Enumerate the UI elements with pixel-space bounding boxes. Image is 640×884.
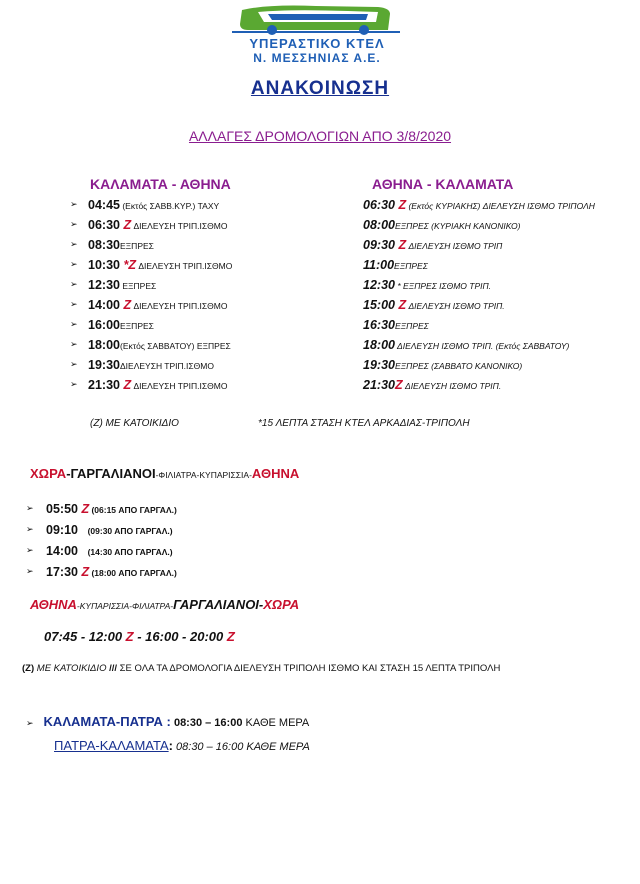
arrow-bullet-icon: ➢ bbox=[26, 545, 34, 555]
logo-line2: Ν. ΜΕΣΣΗΝΙΑΣ Α.Ε. bbox=[253, 51, 381, 65]
arrow-bullet-icon: ➢ bbox=[70, 299, 78, 309]
arrow-bullet-icon: ➢ bbox=[70, 259, 78, 269]
list-item: ➢ 19:30ΔΙΕΛΕΥΣΗ ΤΡΙΠ.ΙΣΘΜΟ bbox=[70, 358, 214, 372]
route-athina-hora-header: ΑΘΗΝΑ-ΚΥΠΑΡΙΣΣΙΑ-ΦΙΛΙΑΤΡΑ-ΓΑΡΓΑΛΙΑΝΟΙ-ΧΩΡΑ bbox=[30, 597, 300, 612]
list-item: 18:00 ΔΙΕΛΕΥΣΗ ΙΣΘΜΟ ΤΡΙΠ. (Εκτός ΣΑΒΒΑΤΟΥ) bbox=[363, 338, 570, 352]
list-item: ➢ 06:30 Z ΔΙΕΛΕΥΣΗ ΤΡΙΠ.ΙΣΘΜΟ bbox=[70, 218, 228, 232]
list-item: ➢ 14:00 (14:30 ΑΠΟ ΓΑΡΓΑΛ.) bbox=[26, 544, 173, 558]
arrow-bullet-icon: ➢ bbox=[26, 503, 34, 513]
list-item: ➢ 17:30 Z (18:00 ΑΠΟ ΓΑΡΓΑΛ.) bbox=[26, 565, 177, 579]
list-item: ➢ 05:50 Z (06:15 ΑΠΟ ΓΑΡΓΑΛ.) bbox=[26, 502, 177, 516]
arrow-bullet-icon: ➢ bbox=[70, 239, 78, 249]
arrow-bullet-icon: ➢ bbox=[70, 319, 78, 329]
left-column-header: ΚΑΛΑΜΑΤΑ - ΑΘΗΝΑ bbox=[90, 176, 231, 192]
arrow-bullet-icon: ➢ bbox=[70, 359, 78, 369]
list-item: ➢ 04:45 (Εκτός ΣΑΒΒ.ΚΥΡ.) ΤΑΧΥ bbox=[70, 198, 220, 212]
page-subtitle: ΑΛΛΑΓΕΣ ΔΡΟΜΟΛΟΓΙΩΝ ΑΠΟ 3/8/2020 bbox=[188, 128, 452, 144]
arrow-bullet-icon: ➢ bbox=[26, 566, 34, 576]
patra-kalamata-line: ΠΑΤΡΑ-ΚΑΛΑΜΑΤΑ: 08:30 – 16:00 ΚΑΘΕ ΜΕΡΑ bbox=[54, 738, 310, 753]
arrow-bullet-icon: ➢ bbox=[70, 339, 78, 349]
list-item: ➢ 18:00(Εκτός ΣΑΒΒΑΤΟΥ) ΕΞΠΡΕΣ bbox=[70, 338, 231, 352]
list-item: 16:30ΕΞΠΡΕΣ bbox=[363, 318, 429, 332]
arrow-bullet-icon: ➢ bbox=[70, 219, 78, 229]
kalamata-patra-line: ➢ ΚΑΛΑΜΑΤΑ-ΠΑΤΡΑ : 08:30 – 16:00 ΚΑΘΕ ΜΕΡΑ bbox=[26, 714, 310, 729]
list-item: 06:30 Z (Εκτός ΚΥΡΙΑΚΗΣ) ΔΙΕΛΕΥΣΗ ΙΣΘΜΟ ΤΡΙΠΟΛΗ bbox=[363, 198, 595, 212]
list-item: ➢ 08:30ΕΞΠΡΕΣ bbox=[70, 238, 154, 252]
page-title: ΑΝΑΚΟΙΝΩΣΗ bbox=[250, 78, 390, 99]
logo-line1: ΥΠΕΡΑΣΤΙΚΟ ΚΤΕΛ bbox=[249, 36, 385, 51]
right-column-header: ΑΘΗΝΑ - ΚΑΛΑΜΑΤΑ bbox=[372, 176, 514, 192]
list-item: 12:30 * ΕΞΠΡΕΣ ΙΣΘΜΟ ΤΡΙΠ. bbox=[363, 278, 492, 292]
arrow-bullet-icon: ➢ bbox=[26, 524, 34, 534]
list-item: 19:30ΕΞΠΡΕΣ (ΣΑΒΒΑΤΟ ΚΑΝΟΝΙΚΟ) bbox=[363, 358, 523, 372]
arrow-bullet-icon: ➢ bbox=[70, 379, 78, 389]
list-item: 09:30 Z ΔΙΕΛΕΥΣΗ ΙΣΘΜΟ ΤΡΙΠ bbox=[363, 238, 503, 252]
ktel-logo bbox=[228, 4, 406, 64]
list-item: ➢ 16:00ΕΞΠΡΕΣ bbox=[70, 318, 154, 332]
list-item: ➢ 14:00 Z ΔΙΕΛΕΥΣΗ ΤΡΙΠ.ΙΣΘΜΟ bbox=[70, 298, 228, 312]
list-item: ➢ 12:30 ΕΞΠΡΕΣ bbox=[70, 278, 157, 292]
list-item: 08:00ΕΞΠΡΕΣ (ΚΥΡΙΑΚΗ ΚΑΝΟΝΙΚΟ) bbox=[363, 218, 521, 232]
list-item: 15:00 Z ΔΙΕΛΕΥΣΗ ΙΣΘΜΟ ΤΡΙΠ. bbox=[363, 298, 505, 312]
route-hora-athina-header: ΧΩΡΑ-ΓΑΡΓΑΛΙΑΝΟΙ-ΦΙΛΙΑΤΡΑ-ΚΥΠΑΡΙΣΣΙΑ-ΑΘΗΝΑ bbox=[30, 466, 300, 481]
bus-logo-icon bbox=[228, 4, 406, 36]
arrow-bullet-icon: ➢ bbox=[70, 279, 78, 289]
list-item: ➢ 10:30 *Z ΔΙΕΛΕΥΣΗ ΤΡΙΠ.ΙΣΘΜΟ bbox=[70, 258, 233, 272]
arrow-bullet-icon: ➢ bbox=[70, 199, 78, 209]
list-item: ➢ 09:10 (09:30 ΑΠΟ ΓΑΡΓΑΛ.) bbox=[26, 523, 173, 537]
list-item: 11:00ΕΞΠΡΕΣ bbox=[363, 258, 428, 272]
list-item: ➢ 21:30 Z ΔΙΕΛΕΥΣΗ ΤΡΙΠ.ΙΣΘΜΟ bbox=[70, 378, 228, 392]
stop-note: *15 ΛΕΠΤΑ ΣΤΑΣΗ ΚΤΕΛ ΑΡΚΑΔΙΑΣ-ΤΡΙΠΟΛΗ bbox=[258, 418, 470, 429]
pet-note: (Z) ΜΕ ΚΑΤΟΙΚΙΔΙΟ bbox=[90, 418, 179, 429]
athina-hora-times: 07:45 - 12:00 Z - 16:00 - 20:00 Z bbox=[44, 629, 235, 644]
arrow-bullet-icon: ➢ bbox=[26, 718, 34, 728]
list-item: 21:30Z ΔΙΕΛΕΥΣΗ ΙΣΘΜΟ ΤΡΙΠ. bbox=[363, 378, 502, 392]
general-note: (Z) ΜΕ ΚΑΤΟΙΚΙΔΙΟ /// ΣΕ ΟΛΑ ΤΑ ΔΡΟΜΟΛΟΓΙΑ ΔΙΕΛΕΥΣΗ ΤΡΙΠΟΛΗ ΙΣΘΜΟ ΚΑΙ ΣΤΑΣΗ 15 ΛΕΠΤΑ ΤΡΙΠΟΛΗ bbox=[22, 663, 501, 674]
